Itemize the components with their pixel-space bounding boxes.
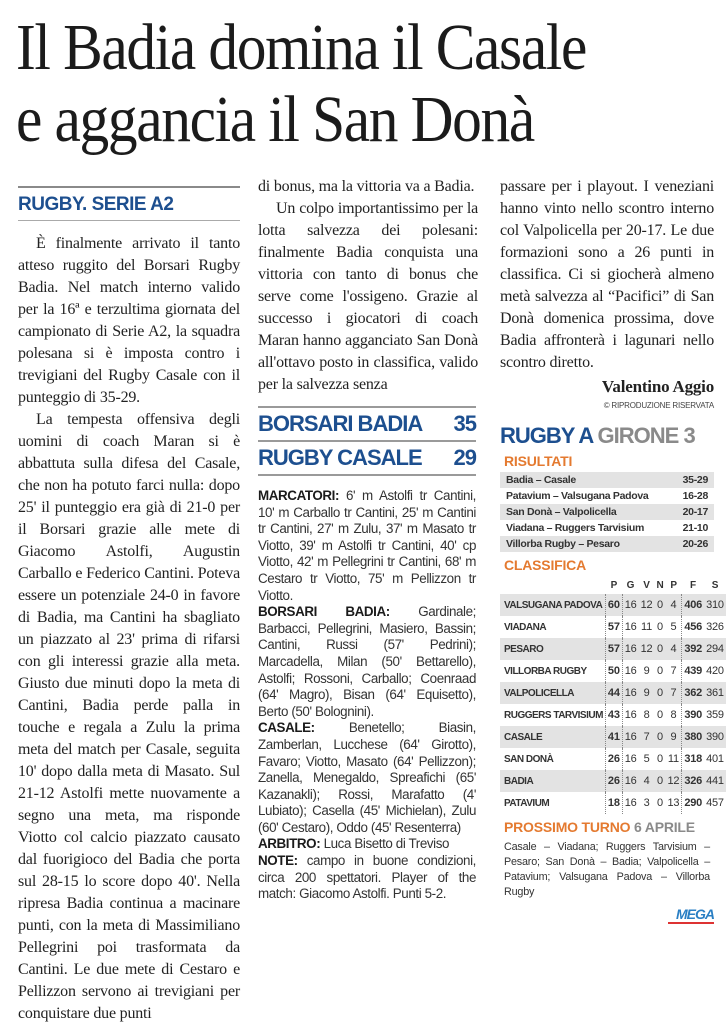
stat-cell: 390 <box>704 726 726 748</box>
facts-text: Luca Bisetto di Treviso <box>320 836 450 852</box>
stat-cell: 7 <box>665 682 681 704</box>
article-column-2 <box>258 176 478 903</box>
result-match: Badia – Casale <box>506 474 576 486</box>
result-score: 20-26 <box>682 538 708 550</box>
stat-cell: 0 <box>654 638 665 660</box>
standings-table <box>500 576 726 814</box>
stat-cell: 318 <box>682 748 704 770</box>
facts-label: BORSARI BADIA: <box>258 604 390 620</box>
facts-badia-lineup <box>258 604 476 720</box>
facts-scorers <box>258 488 476 604</box>
result-score: 35-29 <box>682 474 708 486</box>
stat-cell: 11 <box>641 620 653 633</box>
standings-header-cell <box>500 576 605 594</box>
team-name: SAN DONÀ <box>504 753 554 765</box>
standings-row <box>500 748 726 770</box>
stat-cell: 8 <box>670 708 677 721</box>
stat-cell: 326 <box>682 770 704 792</box>
standings-row <box>500 594 726 616</box>
standings-header-cell: V <box>643 579 650 591</box>
team-name: BADIA <box>500 770 605 792</box>
stat-cell: 5 <box>643 752 650 765</box>
headline-line-1: Il Badia domina il Casale <box>16 11 586 84</box>
stat-cell: 16 <box>624 796 637 809</box>
team-name: VALSUGANA PADOVA <box>500 594 605 616</box>
result-match: Villorba Rugby – Pesaro <box>506 538 620 550</box>
article-paragraph: È finalmente arrivato il tanto atteso ruggito del Borsari Rugby Badia. Nel match interno valido per la 16ª e terzultima giornata del campionato di Serie A2, la squadra polesana si è imposta contro i trevigiani del Rugby Casale con il punteggio di 35-29. <box>18 235 240 406</box>
team-name: BORSARI BADIA <box>258 411 423 436</box>
results-title: RISULTATI <box>504 453 573 469</box>
stat-cell: 4 <box>665 638 681 660</box>
standings-header-cell: G <box>626 579 635 591</box>
stat-cell: 4 <box>639 770 655 792</box>
stat-cell: 41 <box>605 726 622 748</box>
match-facts <box>258 488 476 903</box>
standings-row <box>500 616 726 638</box>
facts-label: MARCATORI: <box>258 488 340 503</box>
result-row <box>500 536 714 552</box>
stat-cell: 26 <box>605 770 622 792</box>
stat-cell: 0 <box>657 620 663 633</box>
standings-row <box>500 792 726 814</box>
article-paragraph: passare per i playout. I veneziani hanno vinto nello scontro interno col Valpolicella per 20-17. Le due formazioni sono a 26 punti in classifica. Ci si giocherà almeno metà salvezza al “Pacifici” di San Donà domenica prossima, dove Badia affronterà i lagunari nello scontro diretto. <box>500 178 714 371</box>
facts-casale-lineup <box>258 720 476 836</box>
headline-line-2: e aggancia il San Donà <box>16 83 534 156</box>
stat-cell: 44 <box>605 682 622 704</box>
stat-cell: 12 <box>665 770 681 792</box>
facts-referee <box>258 836 476 853</box>
team-score: 35 <box>453 411 476 436</box>
result-match: Viadana – Ruggers Tarvisium <box>506 522 644 534</box>
next-round-title <box>504 818 714 836</box>
stat-cell: 362 <box>682 682 704 704</box>
next-round-label: PROSSIMO TURNO <box>504 819 631 835</box>
article-column-1 <box>18 186 240 1025</box>
standings-header <box>500 576 726 594</box>
stat-cell: 401 <box>706 752 724 765</box>
stat-cell: 439 <box>682 660 704 682</box>
stat-cell: 361 <box>704 682 726 704</box>
stat-cell: 43 <box>605 704 622 726</box>
team-name: CASALE <box>500 726 605 748</box>
stat-cell: 0 <box>654 594 665 616</box>
stat-cell: 359 <box>706 708 724 721</box>
stat-cell: 456 <box>682 616 704 638</box>
facts-notes <box>258 853 476 903</box>
team-name: RUGBY CASALE <box>258 445 422 470</box>
stat-cell: 4 <box>665 594 681 616</box>
stat-cell: 441 <box>704 770 726 792</box>
stat-cell: 0 <box>654 726 665 748</box>
stat-cell: 294 <box>704 638 726 660</box>
team-name: RUGGERS TARVISIUM <box>504 709 603 721</box>
facts-text: 6' m Astolfi tr Cantini, 10' m Carballo tr Cantini, 25' m Cantini tr Cantini, 27' m Zulu, 37' m Masato tr Viotto, 39' m Astolfi tr Cantini, 40' cp Viotto, 42' m Pellegrini tr Cantini, 68' m Cestaro tr Viotto, 75' m Pellizzon tr Viotto. <box>258 488 476 603</box>
stat-cell: 16 <box>622 638 638 660</box>
standings-header-cell: N <box>656 579 664 591</box>
stat-cell: 7 <box>670 664 677 677</box>
standings-row <box>500 660 726 682</box>
article-paragraph: Un colpo importantissimo per la lotta salvezza dei polesani: finalmente Badia conquista una vittoria con tanto di bonus che serve come l'ossigeno. Grazie al successo i giocatori di coach Maran hanno agganciato San Donà all'ottavo posto in classifica, valido per la salvezza senza <box>258 200 478 393</box>
stat-cell: 16 <box>622 594 638 616</box>
standings-row <box>500 770 726 792</box>
result-row <box>500 488 714 504</box>
result-match: Patavium – Valsugana Padova <box>506 490 649 502</box>
stat-cell: 0 <box>654 770 665 792</box>
stat-cell: 390 <box>682 704 704 726</box>
stat-cell: 290 <box>682 792 704 814</box>
team-name: VIADANA <box>504 621 547 633</box>
sidebar-title-main: RUGBY A <box>500 423 593 448</box>
standings-header-cell: F <box>690 579 696 591</box>
stat-cell: 0 <box>654 682 665 704</box>
stat-cell: 13 <box>667 796 680 809</box>
stat-cell: 9 <box>665 726 681 748</box>
stat-cell: 16 <box>624 752 637 765</box>
result-row <box>500 472 714 488</box>
stat-cell: 12 <box>639 638 655 660</box>
stat-cell: 5 <box>670 620 677 633</box>
team-name: VALPOLICELLA <box>500 682 605 704</box>
copyright-notice: © RIPRODUZIONE RISERVATA <box>603 401 714 410</box>
stat-cell: 3 <box>643 796 650 809</box>
mega-logo: MEGA <box>668 906 714 924</box>
score-row-away <box>258 440 476 476</box>
result-row <box>500 504 714 520</box>
stat-cell: 18 <box>605 792 622 814</box>
stat-cell: 50 <box>605 660 622 682</box>
standings-row <box>500 682 726 704</box>
stat-cell: 326 <box>706 620 724 633</box>
stat-cell: 12 <box>639 594 655 616</box>
stat-cell: 406 <box>682 594 704 616</box>
standings-row <box>500 726 726 748</box>
next-round-fixtures: Casale – Viadana; Ruggers Tarvisium – Pesaro; San Donà – Badia; Valpolicella – Patavium; Valsugana Padova – Villorba Rugby <box>504 841 710 898</box>
facts-label: NOTE: <box>258 853 298 869</box>
team-name: VILLORBA RUGBY <box>504 665 587 677</box>
team-name: PESARO <box>500 638 605 660</box>
team-score: 29 <box>453 445 476 470</box>
stat-cell: 9 <box>643 664 650 677</box>
stat-cell: 420 <box>706 664 724 677</box>
article-paragraph: di bonus, ma la vittoria va a Badia. <box>258 178 475 195</box>
stat-cell: 7 <box>639 726 655 748</box>
result-row <box>500 520 714 536</box>
result-match: San Donà – Valpolicella <box>506 506 617 518</box>
standings-row <box>500 704 726 726</box>
stat-cell: 0 <box>657 752 663 765</box>
stat-cell: 57 <box>605 616 622 638</box>
standings-row <box>500 638 726 660</box>
stat-cell: 16 <box>622 682 638 704</box>
stat-cell: 380 <box>682 726 704 748</box>
stat-cell: 457 <box>706 796 724 809</box>
stat-cell: 16 <box>622 770 638 792</box>
headline <box>16 12 700 156</box>
results-list <box>500 472 714 552</box>
stat-cell: 16 <box>622 726 638 748</box>
facts-text: campo in buone condizioni, circa 200 spettatori. Player of the match: Giacomo Astolfi. Punti 5-2. <box>258 853 476 902</box>
facts-text: Benetello; Biasin, Zamberlan, Lucchese (64' Girotto), Favaro; Viotto, Masato (64' Pellizzon); Zanella, Menegaldo, Spreafichi (65' Kazanakli); Rossi, Marafatto (4' Lubiato); Casella (45' Michielan), Zulu (60' Cestaro), Oddo (45' Resenterra) <box>258 720 476 835</box>
standings-header-cell: P <box>610 579 618 591</box>
article-column-3 <box>500 176 724 924</box>
standings-header-cell: S <box>711 579 719 591</box>
stat-cell: 16 <box>624 620 637 633</box>
stat-cell: 0 <box>657 708 663 721</box>
result-score: 20-17 <box>682 506 708 518</box>
stat-cell: 0 <box>657 796 663 809</box>
score-row-home <box>258 406 476 440</box>
next-round-date: 6 APRILE <box>634 819 695 835</box>
scoreboard <box>258 406 476 476</box>
league-sidebar <box>500 422 724 924</box>
article-paragraph: La tempesta offensiva degli uomini di coach Maran si è abbattuta sulla difesa del Casale, che non ha potuto farci nulla: dopo 25' il punteggio era già di 21-0 per il Borsari grazie alle mete di Giacomo Astolfi, Augustin Carballo e Federico Cantini. Poteva essere un potenziale 24-0 in favore di Badia, ma Cantini ha sbagliato un piazzato al 23' prima di rifarsi con gli interessi grazie alla meta. Giusto due minuti dopo la meta di Cantini, Badia perde palla in touche e regala a Zulu la prima meta del match per Casale, seguita 10' dopo dalla meta di Masato. Sul 21-12 Astolfi mette nuovamente a segno una meta, ma risponde Viotto col calcio piazzato causato dal fuorigioco del Badia che porta sul 28-15 lo score dopo 40'. Nella ripresa Badia continua a macinare punti, con la meta di Massimiliano Pellegrini poi trasformata da Cantini. Le due mete di Cestaro e Pellizzon servono ai trevigiani per conquistare due punti <box>18 411 240 1022</box>
stat-cell: 9 <box>639 682 655 704</box>
facts-text: Gardinale; Barbacci, Pellegrini, Masiero, Bassin; Cantini, Russi (57' Pedrini); Marcadella, Milan (50' Bettarello), Astolfi; Rossoni, Carballo; Coenraad (64' Magro), Bisan (64' Equisetto), Berto (50' Bolognini). <box>258 604 476 719</box>
stat-cell: 310 <box>704 594 726 616</box>
stat-cell: 16 <box>624 664 637 677</box>
standings-header-cell: P <box>670 579 677 591</box>
result-score: 21-10 <box>682 522 708 534</box>
author-byline: Valentino Aggio <box>601 377 714 396</box>
stat-cell: 57 <box>605 638 622 660</box>
sidebar-title-sub: GIRONE 3 <box>597 423 695 448</box>
stat-cell: 11 <box>667 752 679 765</box>
team-name: PATAVIUM <box>504 797 550 809</box>
result-score: 16-28 <box>682 490 708 502</box>
standings-title: CLASSIFICA <box>504 557 587 573</box>
stat-cell: 392 <box>682 638 704 660</box>
facts-label: CASALE: <box>258 720 315 736</box>
stat-cell: 60 <box>605 594 622 616</box>
stat-cell: 26 <box>605 748 622 770</box>
section-kicker: RUGBY. SERIE A2 <box>18 186 240 221</box>
stat-cell: 8 <box>643 708 650 721</box>
sidebar-title <box>500 422 714 450</box>
stat-cell: 0 <box>657 664 663 677</box>
stat-cell: 16 <box>624 708 637 721</box>
facts-label: ARBITRO: <box>258 836 321 852</box>
